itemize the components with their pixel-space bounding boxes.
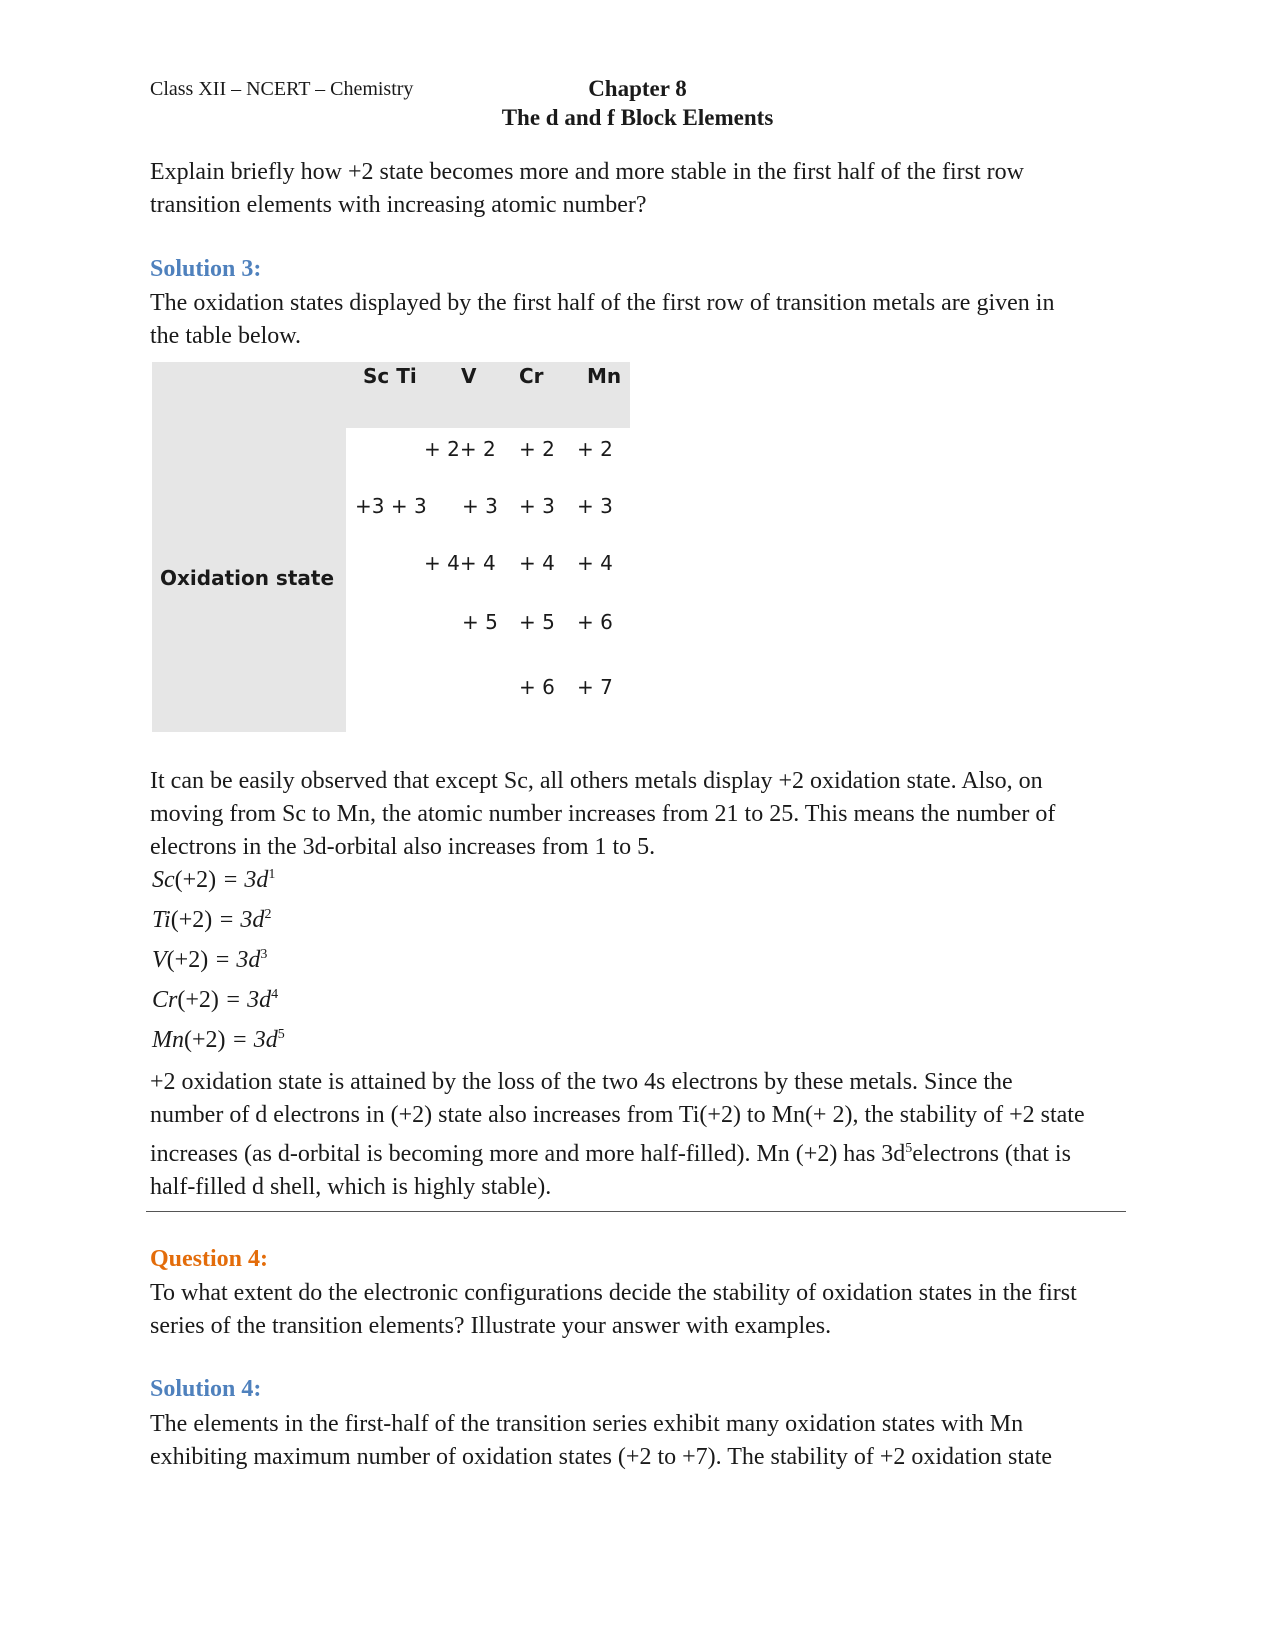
table-cell: + 6 <box>519 675 555 699</box>
section-divider <box>146 1211 1126 1212</box>
paragraph-line: exhibiting maximum number of oxidation states (+2 to +7). The stability of +2 oxidation state <box>150 1444 1053 1470</box>
equation-cr: $Cr(+2) = 3d^4$ <box>152 987 279 1013</box>
equation-ti: $Ti(+2) = 3d^2$ <box>152 907 272 933</box>
paragraph-line: series of the transition elements? Illustrate your answer with examples. <box>150 1313 832 1339</box>
question-4-text <box>150 1277 1077 1343</box>
paragraph-line: electrons in the 3d-orbital also increases from 1 to 5. <box>150 834 656 860</box>
paragraph-line: half-filled d shell, which is highly stable). <box>150 1174 552 1200</box>
question-3-line-1: Explain briefly how +2 state becomes more and more stable in the first half of the first row <box>150 159 1024 185</box>
paragraph-line: It can be easily observed that except Sc, all others metals display +2 oxidation state. Also, on <box>150 768 1043 794</box>
paragraph-line: +2 oxidation state is attained by the loss of the two 4s electrons by these metals. Since the <box>150 1069 1013 1095</box>
equation-mn: $Mn(+2) = 3d^5$ <box>152 1027 285 1053</box>
question-3-text <box>150 156 1024 222</box>
table-cell: + 5 <box>462 610 498 634</box>
chapter-title: The d and f Block Elements <box>501 105 774 130</box>
header-class-label: Class XII – NCERT – Chemistry <box>150 78 414 100</box>
paragraph-line: number of d electrons in (+2) state also increases from Ti(+2) to Mn(+ 2), the stability of +2 state <box>150 1102 1085 1128</box>
solution-3-intro-line-2: the table below. <box>150 323 302 349</box>
table-cell: + 4 <box>577 551 613 575</box>
table-cell: +3 + 3 <box>355 494 427 518</box>
table-cell: + 2 <box>519 437 555 461</box>
table-header-mn: Mn <box>587 364 622 388</box>
solution-3-intro <box>150 287 1054 353</box>
equation-v: $V(+2) = 3d^3$ <box>152 947 268 973</box>
solution-3-intro-line-1: The oxidation states displayed by the first half of the first row of transition metals are given in <box>150 290 1055 316</box>
paragraph-line: moving from Sc to Mn, the atomic number increases from 21 to 25. This means the number of <box>150 801 1056 827</box>
table-cell: + 3 <box>577 494 613 518</box>
table-label-cell <box>152 362 346 732</box>
table-row-label: Oxidation state <box>160 566 335 590</box>
table-cell: + 4 <box>519 551 555 575</box>
chapter-number: Chapter 8 <box>588 76 687 101</box>
table-cell: + 2 <box>577 437 613 461</box>
table-header-v: V <box>461 364 477 388</box>
table-cell: + 3 <box>519 494 555 518</box>
table-cell: + 5 <box>519 610 555 634</box>
solution-3-paragraph-2 <box>150 765 1055 864</box>
solution-4-text <box>150 1408 1052 1474</box>
equation-sc: $Sc(+2) = 3d^1$ <box>152 867 276 893</box>
solution-3-paragraph-3 <box>150 1066 1085 1204</box>
table-cell: + 7 <box>577 675 613 699</box>
table-cell: + 3 <box>462 494 498 518</box>
paragraph-line: The elements in the first-half of the transition series exhibit many oxidation states with Mn <box>150 1411 1024 1437</box>
question-3-line-2: transition elements with increasing atomic number? <box>150 192 647 218</box>
table-cell: + 2+ 2 <box>424 437 496 461</box>
table-cell: + 4+ 4 <box>424 551 496 575</box>
table-cell: + 6 <box>577 610 613 634</box>
solution-3-heading: Solution 3: <box>150 256 262 282</box>
solution-4-heading: Solution 4: <box>150 1376 262 1402</box>
table-header-sc-ti: Sc Ti <box>363 364 417 388</box>
paragraph-line: increases (as d-orbital is becoming more and more half-filled). Mn (+2) has $3d^5electrons$ (that is <box>150 1141 1071 1167</box>
chapter-heading <box>460 74 815 132</box>
question-4-heading: Question 4: <box>150 1246 269 1272</box>
paragraph-line: To what extent do the electronic configurations decide the stability of oxidation states in the first <box>150 1280 1077 1306</box>
table-header-cr: Cr <box>519 364 544 388</box>
